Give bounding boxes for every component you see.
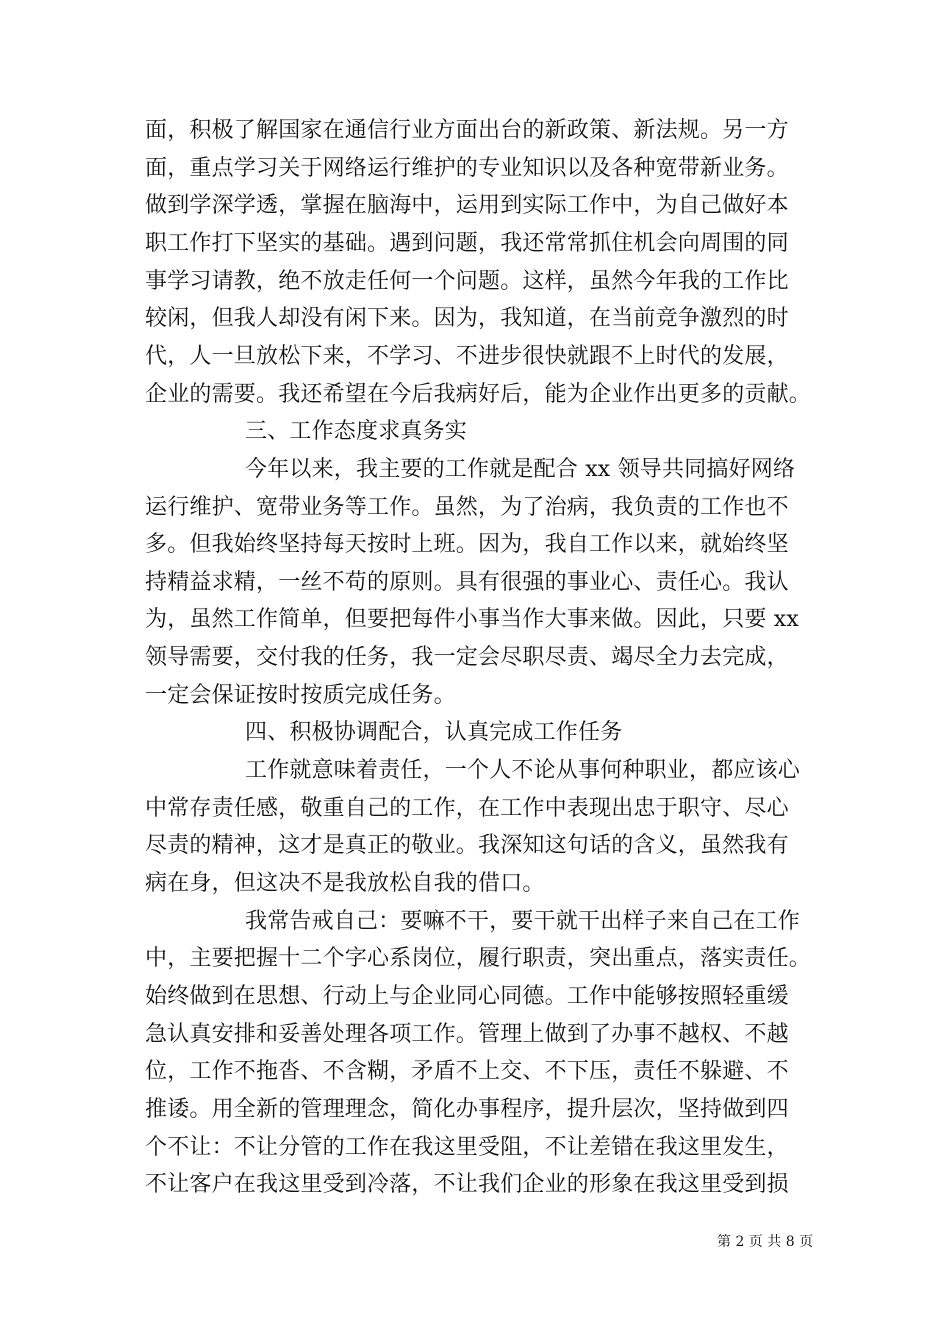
paragraph-line: 不让客户在我这里受到冷落，不让我们企业的形象在我这里受到损 bbox=[145, 1172, 789, 1198]
paragraph-line: 面，积极了解国家在通信行业方面出台的新政策、新法规。另一方 bbox=[145, 118, 789, 143]
paragraph-line: 急认真安排和妥善处理各项工作。管理上做到了办事不越权、不越 bbox=[145, 1021, 789, 1047]
paragraph-line: 推诿。用全新的管理理念，简化办事程序，提升层次，坚持做到四 bbox=[145, 1096, 789, 1122]
paragraph-line: 位，工作不拖沓、不含糊，矛盾不上交、不下压，责任不躲避、不 bbox=[145, 1059, 789, 1085]
paragraph-line: 个不让：不让分管的工作在我这里受阻，不让差错在我这里发生， bbox=[145, 1134, 789, 1160]
paragraph-line: 运行维护、宽带业务等工作。虽然，为了治病，我负责的工作也不 bbox=[145, 494, 789, 520]
paragraph-line: 事学习请教，绝不放走任何一个问题。这样，虽然今年我的工作比 bbox=[145, 268, 789, 294]
paragraph-line: 工作就意味着责任，一个人不论从事何种职业，都应该心 bbox=[245, 758, 801, 784]
page-number: 第 2 页 共 8 页 bbox=[717, 1234, 814, 1250]
paragraph-line: 始终做到在思想、行动上与企业同心同德。工作中能够按照轻重缓 bbox=[145, 983, 789, 1009]
paragraph-line: 职工作打下坚实的基础。遇到问题，我还常常抓住机会向周围的同 bbox=[145, 230, 789, 256]
paragraph-line: 持精益求精，一丝不苟的原则。具有很强的事业心、责任心。我认 bbox=[145, 569, 789, 595]
paragraph-line: 做到学深学透，掌握在脑海中，运用到实际工作中，为自己做好本 bbox=[145, 193, 789, 219]
paragraph-line: 较闲，但我人却没有闲下来。因为，我知道，在当前竞争激烈的时 bbox=[145, 306, 789, 332]
paragraph-line: 我常告戒自己：要嘛不干，要干就干出样子来自己在工作 bbox=[245, 908, 801, 934]
paragraph-line: 面，重点学习关于网络运行维护的专业知识以及各种宽带新业务。 bbox=[145, 155, 789, 181]
section-heading: 四、积极协调配合，认真完成工作任务 bbox=[245, 720, 623, 746]
paragraph-line: 中常存责任感，敬重自己的工作，在工作中表现出忠于职守、尽心 bbox=[145, 795, 789, 821]
paragraph-line: 尽责的精神，这才是真正的敬业。我深知这句话的含义，虽然我有 bbox=[145, 833, 789, 859]
paragraph-line: 病在身，但这决不是我放松自我的借口。 bbox=[145, 871, 545, 896]
paragraph-line: 为，虽然工作简单，但要把每件小事当作大事来做。因此，只要 xx bbox=[145, 607, 800, 633]
paragraph-line: 领导需要，交付我的任务，我一定会尽职尽责、竭尽全力去完成， bbox=[145, 645, 789, 671]
paragraph-line: 企业的需要。我还希望在今后我病好后，能为企业作出更多的贡献。 bbox=[145, 381, 812, 407]
paragraph-line: 代，人一旦放松下来，不学习、不进步很快就跟不上时代的发展， bbox=[145, 343, 789, 369]
paragraph-line: 今年以来，我主要的工作就是配合 xx 领导共同搞好网络 bbox=[245, 456, 796, 482]
paragraph-line: 多。但我始终坚持每天按时上班。因为，我自工作以来，就始终坚 bbox=[145, 532, 789, 558]
paragraph-line: 一定会保证按时按质完成任务。 bbox=[145, 682, 456, 708]
section-heading: 三、工作态度求真务实 bbox=[245, 419, 468, 445]
paragraph-line: 中，主要把握十二个字心系岗位，履行职责，突出重点，落实责任。 bbox=[145, 946, 812, 972]
